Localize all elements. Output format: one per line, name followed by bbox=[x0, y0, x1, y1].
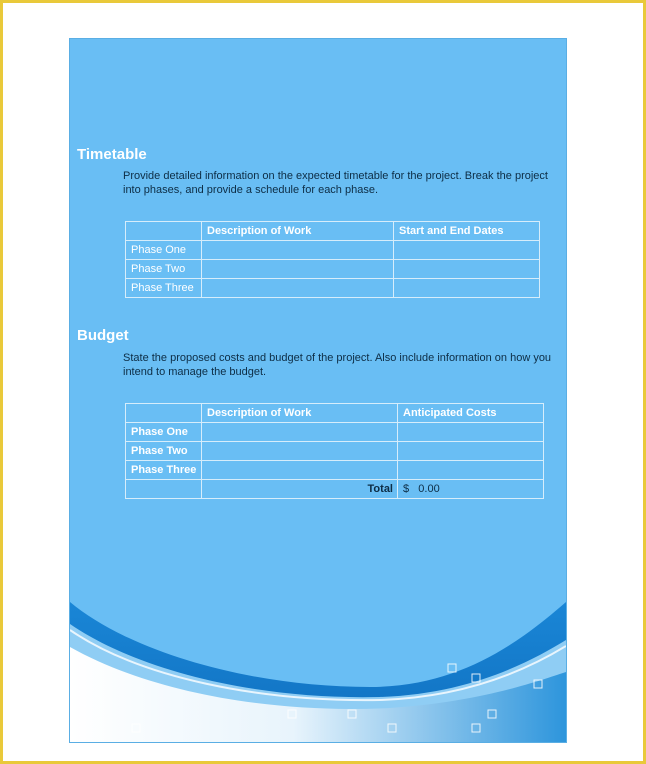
table-cell[interactable] bbox=[394, 260, 540, 279]
table-cell[interactable] bbox=[394, 241, 540, 260]
table-cell[interactable] bbox=[202, 241, 394, 260]
row-label: Phase One bbox=[126, 423, 202, 442]
row-label: Phase One bbox=[126, 241, 202, 260]
table-cell[interactable] bbox=[202, 442, 398, 461]
table-row bbox=[126, 279, 540, 298]
header-cell bbox=[126, 222, 202, 241]
table-row bbox=[126, 260, 540, 279]
row-label: Phase Two bbox=[126, 442, 202, 461]
budget-heading: Budget bbox=[77, 327, 129, 344]
table-cell[interactable] bbox=[398, 461, 544, 480]
budget-table bbox=[125, 403, 544, 499]
table-cell[interactable] bbox=[202, 279, 394, 298]
total-label: Total bbox=[202, 480, 398, 499]
header-cell: Anticipated Costs bbox=[398, 404, 544, 423]
document-page bbox=[69, 38, 567, 743]
row-label: Phase Two bbox=[126, 260, 202, 279]
table-cell[interactable] bbox=[202, 461, 398, 480]
budget-paragraph: State the proposed costs and budget of the project. Also include information on how you intend to manage the budget. bbox=[123, 352, 552, 378]
timetable-table bbox=[125, 221, 540, 298]
table-header-row bbox=[126, 222, 540, 241]
row-label: Phase Three bbox=[126, 461, 202, 480]
table-cell[interactable] bbox=[202, 260, 394, 279]
table-row bbox=[126, 241, 540, 260]
total-value: 0.00 bbox=[418, 483, 440, 495]
header-cell: Start and End Dates bbox=[394, 222, 540, 241]
table-cell[interactable] bbox=[394, 279, 540, 298]
table-cell bbox=[126, 480, 202, 499]
table-row bbox=[126, 442, 544, 461]
header-cell bbox=[126, 404, 202, 423]
timetable-paragraph: Provide detailed information on the expected timetable for the project. Break the project into phases, and provide a schedule for each phase. bbox=[123, 170, 548, 196]
timetable-heading: Timetable bbox=[77, 146, 147, 163]
header-cell: Description of Work bbox=[202, 404, 398, 423]
document-frame bbox=[3, 3, 643, 761]
row-label: Phase Three bbox=[126, 279, 202, 298]
table-cell[interactable] bbox=[398, 442, 544, 461]
decorative-wave bbox=[70, 602, 566, 742]
table-cell[interactable] bbox=[202, 423, 398, 442]
table-cell[interactable] bbox=[398, 423, 544, 442]
table-row bbox=[126, 461, 544, 480]
total-row bbox=[126, 480, 544, 499]
total-value-cell[interactable] bbox=[398, 480, 544, 499]
header-cell: Description of Work bbox=[202, 222, 394, 241]
currency-symbol: $ bbox=[403, 483, 410, 495]
table-header-row bbox=[126, 404, 544, 423]
table-row bbox=[126, 423, 544, 442]
